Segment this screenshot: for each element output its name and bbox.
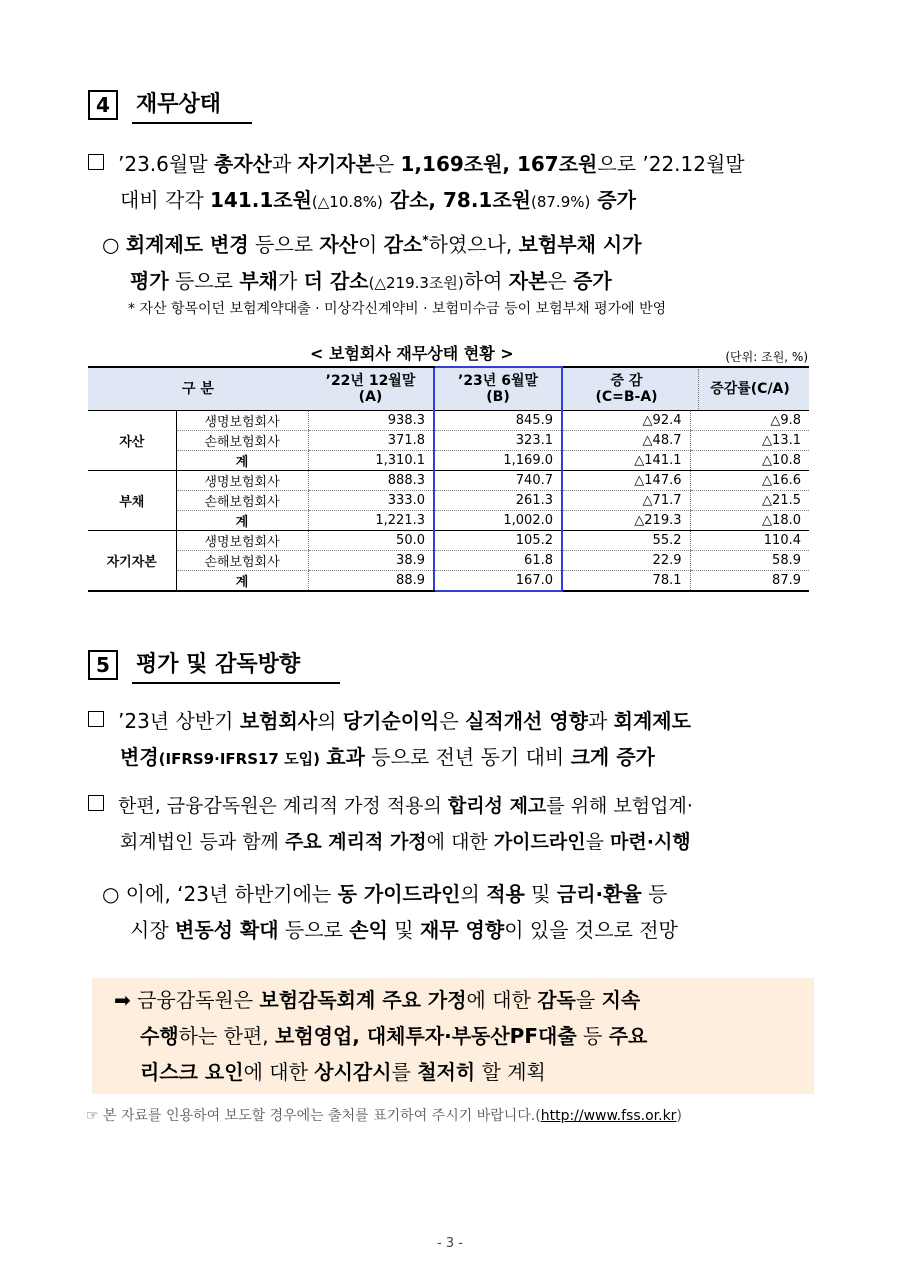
table-row [88,431,809,451]
table-row [88,511,809,531]
fss-website-link[interactable]: http://www.fss.or.kr [540,1108,677,1124]
row-label: 손해보험회사 [176,491,308,511]
section-4-header [88,88,252,122]
section-5-header [88,648,340,682]
cell-rate: △10.8 [690,451,809,471]
cell-jun23: 167.0 [434,571,562,592]
citation-note: ☞ 본 자료를 인용하여 보도할 경우에는 출처를 표기하여 주시기 바랍니다.(http://www.fss.or.kr) [86,1108,682,1124]
paragraph-line: ○ 이에, ‘23년 하반기에는 동 가이드라인의 적용 및 금리·환율 등 [102,882,668,906]
row-group-label: 자기자본 [88,531,176,592]
row-group-label: 부채 [88,471,176,531]
cell-change: △48.7 [562,431,690,451]
section-4-bullet-1 [88,146,745,220]
cell-dec22: 1,310.1 [308,451,434,471]
cell-dec22: 888.3 [308,471,434,491]
table-row [88,551,809,571]
cell-change: △219.3 [562,511,690,531]
cell-change: 78.1 [562,571,690,592]
financial-status-table [88,366,809,592]
table-title: < 보험회사 재무상태 현황 > [310,344,514,363]
checkbox-bullet-icon [88,154,104,170]
cell-dec22: 333.0 [308,491,434,511]
cell-rate: △16.6 [690,471,809,491]
cell-dec22: 938.3 [308,411,434,431]
section-5-sub-bullet [102,876,678,948]
section-title: 평가 및 감독방향 [132,647,340,684]
table-row [88,471,809,491]
section-5-bullet-2 [88,788,693,860]
paragraph-line: 평가 등으로 부채가 더 감소(△219.3조원)하여 자본은 증가 [130,268,612,293]
paragraph-line: 시장 변동성 확대 등으로 손익 및 재무 영향이 있을 것으로 전망 [130,918,678,942]
paragraph-line: ’23.6월말 총자산과 자기자본은 1,169조원, 167조원으로 ’22.12월말 [88,146,745,182]
cell-dec22: 38.9 [308,551,434,571]
page-number: - 3 - [437,1236,463,1251]
header-jun23: ’23년 6월말 (B) [434,367,562,411]
cell-dec22: 50.0 [308,531,434,551]
cell-jun23: 740.7 [434,471,562,491]
paragraph-line: 수행하는 한편, 보험영업, 대체투자·부동산PF대출 등 주요 [140,1024,648,1048]
cell-rate: 58.9 [690,551,809,571]
header-dec22: ’22년 12월말 (A) [308,367,434,411]
footnote: * 자산 항목이던 보험계약대출 · 미상각신계약비 · 보험미수금 등이 보험부채 평가에 반영 [128,301,667,317]
cell-rate: 110.4 [690,531,809,551]
cell-change: △71.7 [562,491,690,511]
cell-jun23: 1,169.0 [434,451,562,471]
table-row [88,491,809,511]
row-label: 손해보험회사 [176,431,308,451]
row-label: 계 [176,451,308,471]
section-number: 5 [88,650,118,680]
cell-change: △147.6 [562,471,690,491]
cell-jun23: 261.3 [434,491,562,511]
conclusion-box [92,978,814,1094]
cell-rate: △9.8 [690,411,809,431]
cell-rate: △21.5 [690,491,809,511]
table-row [88,531,809,551]
cell-jun23: 323.1 [434,431,562,451]
cell-change: 22.9 [562,551,690,571]
paragraph-line: 회계법인 등과 함께 주요 계리적 가정에 대한 가이드라인을 마련·시행 [120,831,691,853]
cell-jun23: 61.8 [434,551,562,571]
section-4-sub-bullet [102,222,642,301]
table-unit: (단위: 조원, %) [725,350,808,364]
cell-jun23: 105.2 [434,531,562,551]
paragraph-line: ○ 회계제도 변경 등으로 자산이 감소*하였으나, 보험부채 시가 [102,232,642,257]
cell-change: △92.4 [562,411,690,431]
checkbox-bullet-icon [88,711,104,727]
cell-dec22: 371.8 [308,431,434,451]
paragraph-line: 리스크 요인에 대한 상시감시를 철저히 할 계획 [140,1060,546,1084]
row-label: 계 [176,571,308,592]
table-header-row [88,367,809,411]
header-change: 증 감 (C=B-A) [562,367,690,411]
cell-rate: △13.1 [690,431,809,451]
table-row [88,451,809,471]
section-number: 4 [88,90,118,120]
cell-change: △141.1 [562,451,690,471]
header-rate: 증감률(C/A) [690,367,809,411]
cell-jun23: 1,002.0 [434,511,562,531]
paragraph-line: 변경(IFRS9·IFRS17 도입) 효과 등으로 전년 동기 대비 크게 증가 [120,745,655,769]
checkbox-bullet-icon [88,795,104,811]
paragraph-line: ’23년 상반기 보험회사의 당기순이익은 실적개선 영향과 회계제도 [88,703,691,739]
conclusion-text [114,982,647,1090]
table-row [88,411,809,431]
section-title: 재무상태 [132,87,252,124]
cell-rate: 87.9 [690,571,809,592]
row-group-label: 자산 [88,411,176,471]
cell-dec22: 1,221.3 [308,511,434,531]
row-label: 생명보험회사 [176,471,308,491]
paragraph-line: 한편, 금융감독원은 계리적 가정 적용의 합리성 제고를 위해 보험업계· [88,788,693,824]
table-row [88,571,809,592]
paragraph-line: ➡ 금융감독원은 보험감독회계 주요 가정에 대한 감독을 지속 [114,988,641,1012]
section-5-bullet-1 [88,703,691,777]
cell-dec22: 88.9 [308,571,434,592]
row-label: 손해보험회사 [176,551,308,571]
paragraph-line: 대비 각각 141.1조원(△10.8%) 감소, 78.1조원(87.9%) 증가 [120,188,636,212]
header-category: 구 분 [88,367,308,411]
cell-change: 55.2 [562,531,690,551]
row-label: 생명보험회사 [176,531,308,551]
cell-jun23: 845.9 [434,411,562,431]
row-label: 계 [176,511,308,531]
row-label: 생명보험회사 [176,411,308,431]
cell-rate: △18.0 [690,511,809,531]
